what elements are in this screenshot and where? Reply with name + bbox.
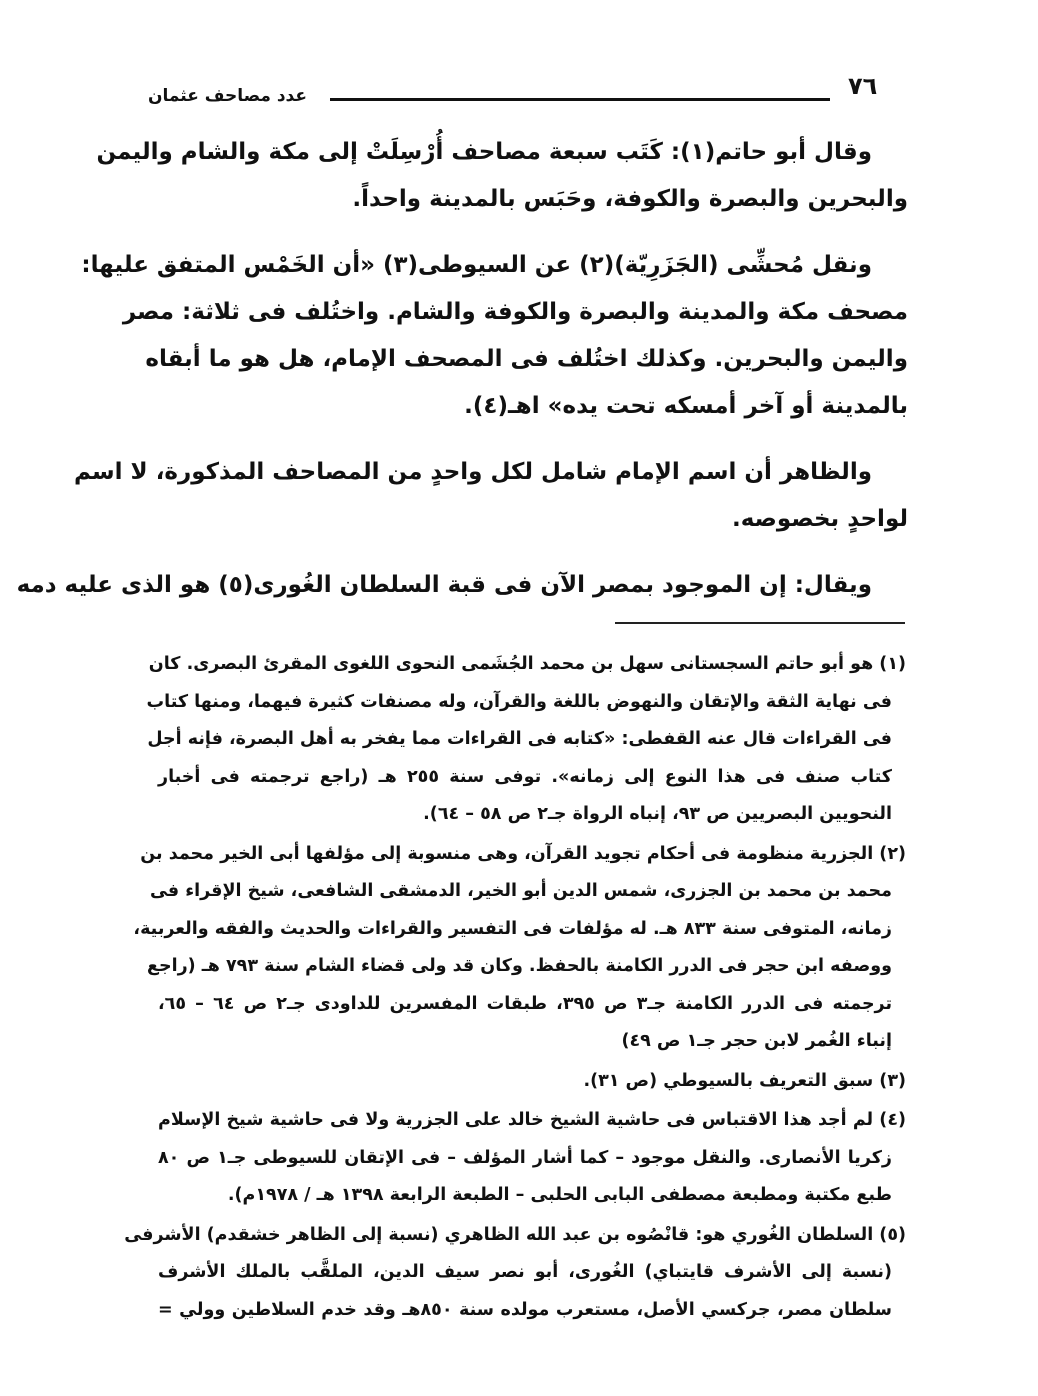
page-number: ٧٦ — [848, 72, 878, 100]
footnote-5 — [124, 1219, 906, 1332]
running-title: عدد مصاحف عثمان — [148, 86, 307, 106]
footnote-line: (٤) لم أجد هذا الاقتباس فى حاشية الشيخ خالد على الجزرية ولا فى حاشية شيخ الإسلام — [158, 1110, 906, 1130]
footnote-line: زكريا الأنصارى. والنقل موجود – كما أشار المؤلف – فى الإتقان للسيوطى جـ١ ص ٨٠ — [158, 1147, 892, 1168]
text-line: لواحدٍ بخصوصه. — [731, 506, 908, 532]
paragraph — [96, 132, 908, 226]
text-line: ويقال: إن الموجود بمصر الآن فى قبة السلطان الغُورى(٥) هو الذى عليه دمه — [16, 572, 872, 598]
text-line: والظاهر أن اسم الإمام شامل لكل واحدٍ من المصاحف المذكورة، لا اسم — [74, 459, 872, 485]
footnote-line: كتاب صنف فى هذا النوع إلى زمانه». توفى سنة ٢٥٥ هـ (راجع ترجمته فى أخبار — [158, 766, 892, 787]
footnote-line: النحويين البصريين ص ٩٣، إنباه الرواة جـ٢ ص ٥٨ – ٦٤). — [423, 804, 892, 824]
footnote-line: ترجمته فى الدرر الكامنة جـ٣ ص ٣٩٥، طبقات المفسرين للداودى جـ٢ ص ٦٤ – ٦٥، — [158, 993, 893, 1014]
text-line: بالمدينة أو آخر أمسكه تحت يده» اهـ(٤). — [464, 393, 908, 419]
footnote-line: (نسبة إلى الأشرف قايتباي) الغُورى، أبو نصر سيف الدين، الملقَّب بالملك الأشرف — [158, 1262, 892, 1282]
footnote-2 — [133, 838, 906, 1063]
text-line: واليمن والبحرين. وكذلك اختُلف فى المصحف الإمام، هل هو ما أبقاه — [145, 346, 908, 372]
paragraph — [16, 565, 908, 612]
footnote-line: محمد بن محمد بن الجزرى، شمس الدين أبو الخير، الدمشقى الشافعى، شيخ الإقراء فى — [149, 881, 892, 901]
footnote-line: ووصفه ابن حجر فى الدرر الكامنة بالحفظ. وكان قد ولى قضاء الشام سنة ٧٩٣ هـ (راجع — [147, 956, 892, 976]
text-line: ونقل مُحشِّى (الجَزَرِيّة)(٢) عن السيوطى(٣) «أن الخَمْس المتفق عليها: — [81, 252, 872, 278]
header-rule — [330, 98, 830, 101]
footnote-line: فى نهاية الثقة والإتقان والنهوض باللغة والقرآن، وله مصنفات كثيرة فيهما، ومنها كتاب — [146, 691, 892, 712]
footnote-line: فى القراءات قال عنه القفطى: «كتابه فى القراءات مما يفخر به أهل البصرة، فإنه أجل — [147, 729, 892, 749]
footnote-separator — [615, 622, 905, 624]
paragraph — [74, 452, 908, 546]
footnote-line: زمانه، المتوفى سنة ٨٣٣ هـ. له مؤلفات فى التفسير والقراءات والحديث والفقه والعربية، — [133, 918, 892, 939]
footnote-line: إنباء الغُمر لابن حجر جـ١ ص ٤٩) — [621, 1031, 892, 1051]
footnote-4 — [158, 1104, 906, 1217]
text-line: والبحرين والبصرة والكوفة، وحَبَس بالمدينة واحداً. — [352, 186, 908, 212]
footnote-line: طبع مكتبة ومطبعة مصطفى البابى الحلبى – الطبعة الرابعة ١٣٩٨ هـ / ١٩٧٨م). — [227, 1185, 892, 1205]
paragraph — [81, 245, 908, 433]
footnote-1 — [146, 648, 906, 836]
footnote-line: (٣) سبق التعريف بالسيوطي (ص ٣١). — [583, 1070, 906, 1091]
footnote-line: (٢) الجزرية منظومة فى أحكام تجويد القرآن، وهى منسوبة إلى مؤلفها أبى الخير محمد بن — [140, 843, 906, 864]
footnote-line: سلطان مصر، جركسي الأصل، مستعرب مولده سنة ٨٥٠هـ وقد خدم السلاطين وولي = — [158, 1299, 892, 1320]
footnote-line: (٥) السلطان الغُوري هو: قانْصُوه بن عبد الله الظاهري (نسبة إلى الظاهر خشقدم) الأشرفى — [124, 1224, 906, 1245]
footnote-line: (١) هو أبو حاتم السجستانى سهل بن محمد الجُشَمى النحوى اللغوى المقرئ البصرى. كان — [148, 654, 906, 674]
main-text — [16, 132, 908, 631]
text-line: وقال أبو حاتم(١): كَتَب سبعة مصاحف أُرْسِلَتْ إلى مكة والشام واليمن — [96, 139, 872, 165]
text-line: مصحف مكة والمدينة والبصرة والكوفة والشام. واختُلف فى ثلاثة: مصر — [122, 299, 908, 325]
footnote-3 — [158, 1065, 906, 1103]
footnotes — [124, 648, 906, 1333]
